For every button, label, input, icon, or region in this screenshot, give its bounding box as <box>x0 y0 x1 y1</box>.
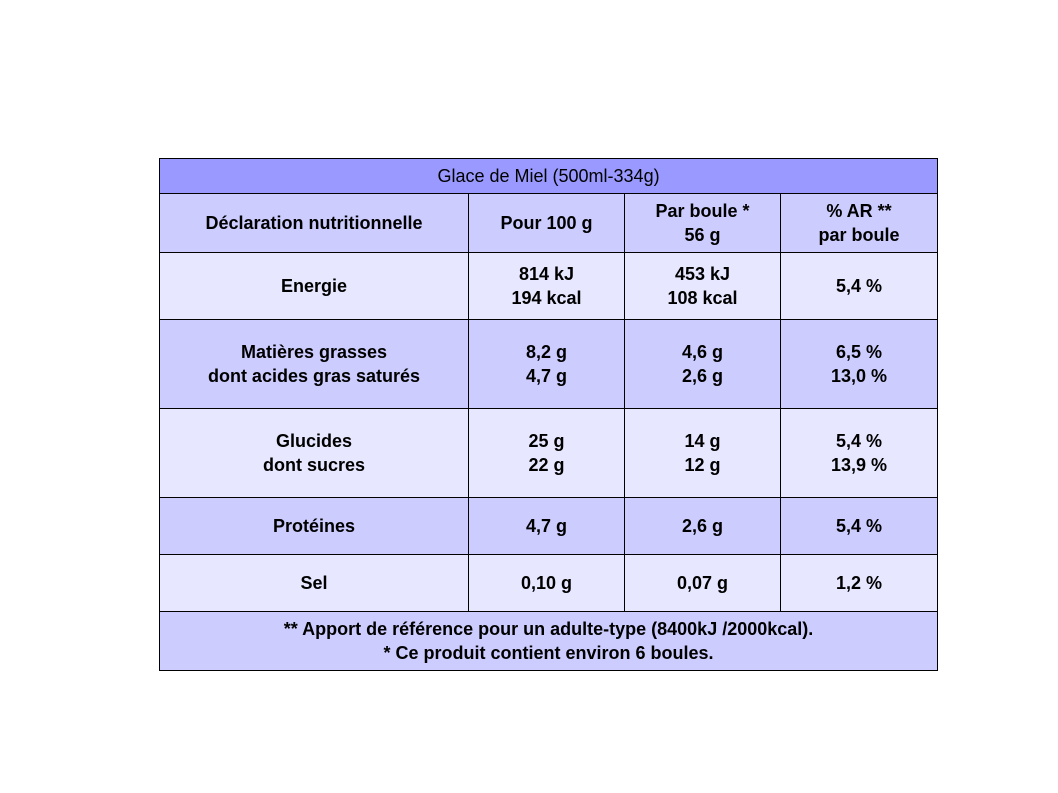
table-row-fat <box>160 320 938 409</box>
row-ar-percent: 5,4 % <box>781 253 938 320</box>
header-per-100g: Pour 100 g <box>469 194 625 253</box>
row-per-scoop: 2,6 g <box>625 498 781 555</box>
header-declaration: Déclaration nutritionnelle <box>160 194 469 253</box>
row-label: Sel <box>160 555 469 612</box>
row-per-100g: 4,7 g <box>469 498 625 555</box>
row-per-100g: 0,10 g <box>469 555 625 612</box>
row-per-100g: 8,2 g 4,7 g <box>469 320 625 409</box>
table-row-protein <box>160 498 938 555</box>
table-title: Glace de Miel (500ml-334g) <box>160 159 938 194</box>
table-row-salt <box>160 555 938 612</box>
row-label: Glucides dont sucres <box>160 409 469 498</box>
header-per-scoop: Par boule * 56 g <box>625 194 781 253</box>
row-per-scoop: 0,07 g <box>625 555 781 612</box>
row-label: Protéines <box>160 498 469 555</box>
row-ar-percent: 5,4 % <box>781 498 938 555</box>
row-per-scoop: 14 g 12 g <box>625 409 781 498</box>
nutrition-table <box>159 158 938 671</box>
table-row-energy <box>160 253 938 320</box>
row-per-100g: 814 kJ 194 kcal <box>469 253 625 320</box>
table-row-carbs <box>160 409 938 498</box>
table-title-row <box>160 159 938 194</box>
row-ar-percent: 1,2 % <box>781 555 938 612</box>
row-per-100g: 25 g 22 g <box>469 409 625 498</box>
row-ar-percent: 5,4 % 13,9 % <box>781 409 938 498</box>
row-label: Energie <box>160 253 469 320</box>
row-per-scoop: 4,6 g 2,6 g <box>625 320 781 409</box>
table-footer-row <box>160 612 938 671</box>
row-label: Matières grasses dont acides gras saturés <box>160 320 469 409</box>
header-ar-percent: % AR ** par boule <box>781 194 938 253</box>
row-per-scoop: 453 kJ 108 kcal <box>625 253 781 320</box>
footnote: ** Apport de référence pour un adulte-type (8400kJ /2000kcal). * Ce produit contient environ 6 boules. <box>160 612 938 671</box>
row-ar-percent: 6,5 % 13,0 % <box>781 320 938 409</box>
table-header-row <box>160 194 938 253</box>
